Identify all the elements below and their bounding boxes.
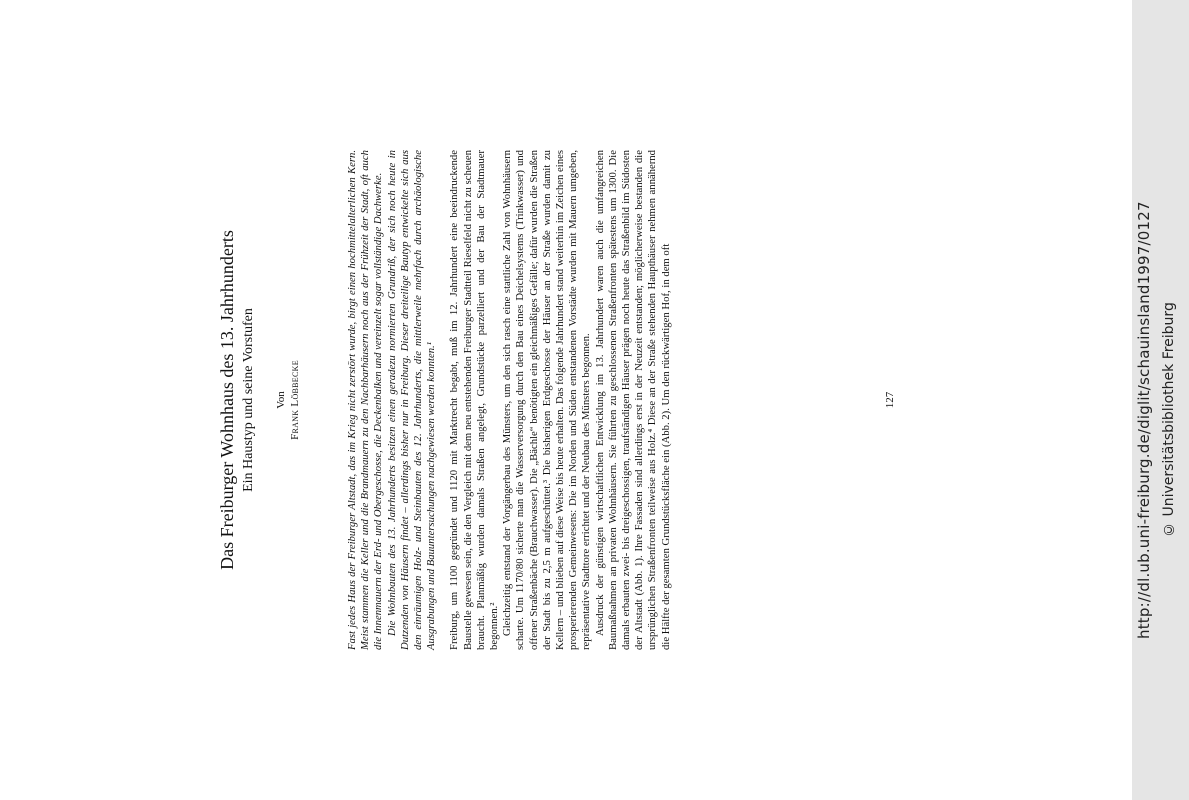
article-body (346, 150, 673, 650)
author-name: Frank Löbbecke (289, 360, 301, 440)
byline-prefix: Von (275, 391, 287, 409)
source-url[interactable]: http://dl.ub.uni-freiburg.de/diglit/schauinsland1997/0127 (1135, 201, 1153, 639)
article-subtitle: Ein Haustyp und seine Vorstufen (241, 308, 256, 492)
body-paragraph: Ausdruck der günstigen wirtschaftlichen Entwicklung im 13. Jahrhundert waren auch die umfangreichen Baumaßnahmen an privaten Wohnhäusern. Sie führten zu geschlossenen Straßenfronten spätestens um 1300. Die damals erbauten zwei- bis dreigeschossigen, traufständigen Häuser prägen noch heute das Straßenbild im Südosten der Altstadt (Abb. 1). Ihre Fassaden sind allerdings erst in der Neuzeit entstanden; möglicherweise bestanden die ursprünglichen Straßenfronten teilweise aus Holz.⁴ Diese an der Straße stehenden Haupthäuser nehmen annähernd die Hälfte der gesamten Grundstücksfläche ein (Abb. 2). Um den rückwärtigen Hof, in dem oft (593, 150, 672, 650)
article-title: Das Freiburger Wohnhaus des 13. Jahrhunderts (217, 230, 237, 570)
body-paragraph: Freiburg, um 1100 gegründet und 1120 mit Marktrecht begabt, muß im 12. Jahrhundert eine beeindruckende Baustelle gewesen sein, die den Vergleich mit dem neu entstehenden Freiburger Stadtteil Rieselfeld nicht zu scheuen braucht. Planmäßig wurden damals Straßen angelegt, Grundstücke parzelliert und der Bau der Stadtmauer begonnen.² (448, 150, 501, 650)
copyright-notice: © Universitätsbibliothek Freiburg (1161, 302, 1177, 538)
scanned-page (217, 150, 918, 650)
body-paragraph: Gleichzeitig entstand der Vorgängerbau des Münsters, um den sich rasch eine stattliche Zahl von Wohnhäusern scharte. Um 1170/80 sicherte man die Wasserversorgung durch den Bau eines Deichelsystems (Trinkwasser) und offener Straßenbäche (Brauchwasser). Die „Bächle“ benötigten ein gleichmäßiges Gefälle; dafür wurden die Straßen der Stadt bis zu 2,5 m aufgeschüttet.³ Die bisherigen Erdgeschosse der Häuser an der Straße wurden damit zu Kellern – und blieben auf diese Weise bis heute erhalten. Das folgende Jahrhundert stand weiterhin im Zeichen eines prosperierenden Gemeinwesens: Die im Norden und Süden entstandenen Vorstädte wurden mit Mauern umgeben, repräsentative Stadttore errichtet und der Neubau des Münsters begonnen. (501, 150, 593, 650)
page-number: 127 (884, 391, 896, 409)
rotated-page-content (217, 150, 918, 650)
library-sidebar (1132, 0, 1189, 800)
abstract-paragraph: Die Wohnbauten des 13. Jahrhunderts besitzen einen geradezu normierten Grundriß, der sich noch heute in Dutzenden von Häusern findet – allerdings bisher nur in Freiburg. Dieser dreiteilige Bautyp entwickelte sich aus den einräumigen Holz- und Steinbauten des 12. Jahrhunderts, die mittlerweile mehrfach durch archäologische Ausgrabungen und Bauuntersuchungen nachgewiesen werden konnten.¹ (385, 150, 438, 650)
abstract-paragraph: Fast jedes Haus der Freiburger Altstadt, das im Krieg nicht zerstört wurde, birgt einen hochmittelalterlichen Kern. Meist stammen die Keller und die Brandmauern zu den Nachbarhäusern noch aus der Frühzeit der Stadt, oft auch die Innenmauern der Erd- und Obergeschosse, die Deckenbalken und vereinzelt sogar vollständige Dachwerke. (346, 150, 385, 650)
